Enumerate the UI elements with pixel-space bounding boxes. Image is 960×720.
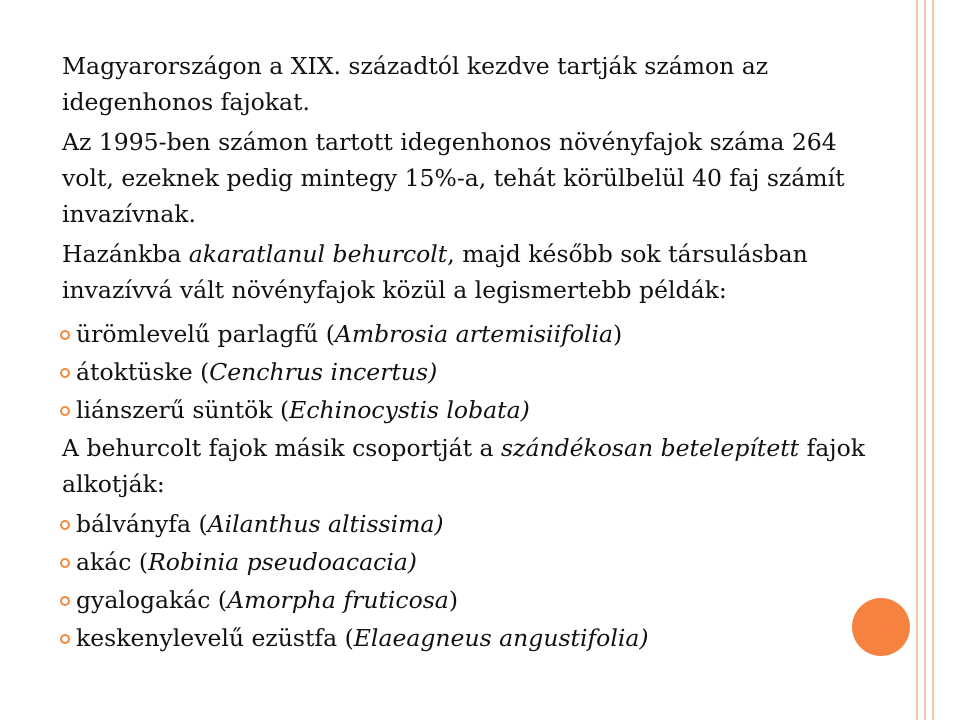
species-latin-name: Ambrosia artemisiifolia xyxy=(334,320,613,348)
decorative-rail xyxy=(916,0,918,720)
species-latin-name: Ailanthus altissima) xyxy=(207,510,444,538)
ring-bullet-icon xyxy=(60,596,70,606)
ring-bullet-icon xyxy=(60,520,70,530)
species-latin-name: Amorpha fruticosa xyxy=(227,586,449,614)
list-item xyxy=(60,392,882,428)
species-latin-name: Robinia pseudoacacia) xyxy=(148,548,417,576)
species-latin-name: Elaeagneus angustifolia) xyxy=(353,624,649,652)
ring-bullet-icon xyxy=(60,634,70,644)
decorative-rail xyxy=(932,0,934,720)
list-item xyxy=(60,544,882,580)
list-item xyxy=(60,316,882,352)
emphasis-text: akaratlanul behurcolt xyxy=(188,240,448,268)
emphasis-text: szándékosan betelepített xyxy=(501,434,800,462)
list-item xyxy=(60,506,882,542)
text-span: fajok alkotják: xyxy=(62,434,865,498)
text-span: ) xyxy=(448,586,458,614)
paragraph-history: Magyarországon a XIX. századtól kezdve tartják számon az idegenhonos fajokat. xyxy=(62,52,769,116)
list-item xyxy=(60,582,882,618)
decorative-rail xyxy=(924,0,926,720)
species-latin-name: Echinocystis lobata) xyxy=(289,396,530,424)
ring-bullet-icon xyxy=(60,558,70,568)
text-span: Hazánkba xyxy=(62,240,189,268)
species-common-name: keskenylevelű ezüstfa ( xyxy=(76,624,354,652)
ring-bullet-icon xyxy=(60,330,70,340)
paragraph-intentional-intro xyxy=(62,430,882,502)
intentional-species-list xyxy=(62,506,882,656)
species-common-name: liánszerű süntök ( xyxy=(76,396,290,424)
species-latin-name: Cenchrus incertus) xyxy=(209,358,438,386)
text-span: A behurcolt fajok másik csoportját a xyxy=(62,434,501,462)
species-common-name: bálványfa ( xyxy=(76,510,208,538)
paragraph-accidental-intro xyxy=(62,236,882,308)
species-common-name: átoktüske ( xyxy=(76,358,210,386)
slide-content xyxy=(62,48,882,658)
text-span: ) xyxy=(612,320,623,348)
accidental-species-list xyxy=(62,316,882,428)
species-common-name: gyalogakác ( xyxy=(76,586,228,614)
list-item xyxy=(60,354,882,390)
paragraph-statistics: Az 1995-ben számon tartott idegenhonos növényfajok száma 264 volt, ezeknek pedig mintegy 15%-a, tehát körülbelül 40 faj számít invazívnak. xyxy=(62,128,845,228)
list-item xyxy=(60,620,882,656)
ring-bullet-icon xyxy=(60,368,70,378)
text-span: , majd később sok társulásban invazívvá vált növényfajok közül a legismertebb példák: xyxy=(62,240,808,304)
species-common-name: ürömlevelű parlagfű ( xyxy=(76,320,335,348)
species-common-name: akác ( xyxy=(76,548,149,576)
ring-bullet-icon xyxy=(60,406,70,416)
